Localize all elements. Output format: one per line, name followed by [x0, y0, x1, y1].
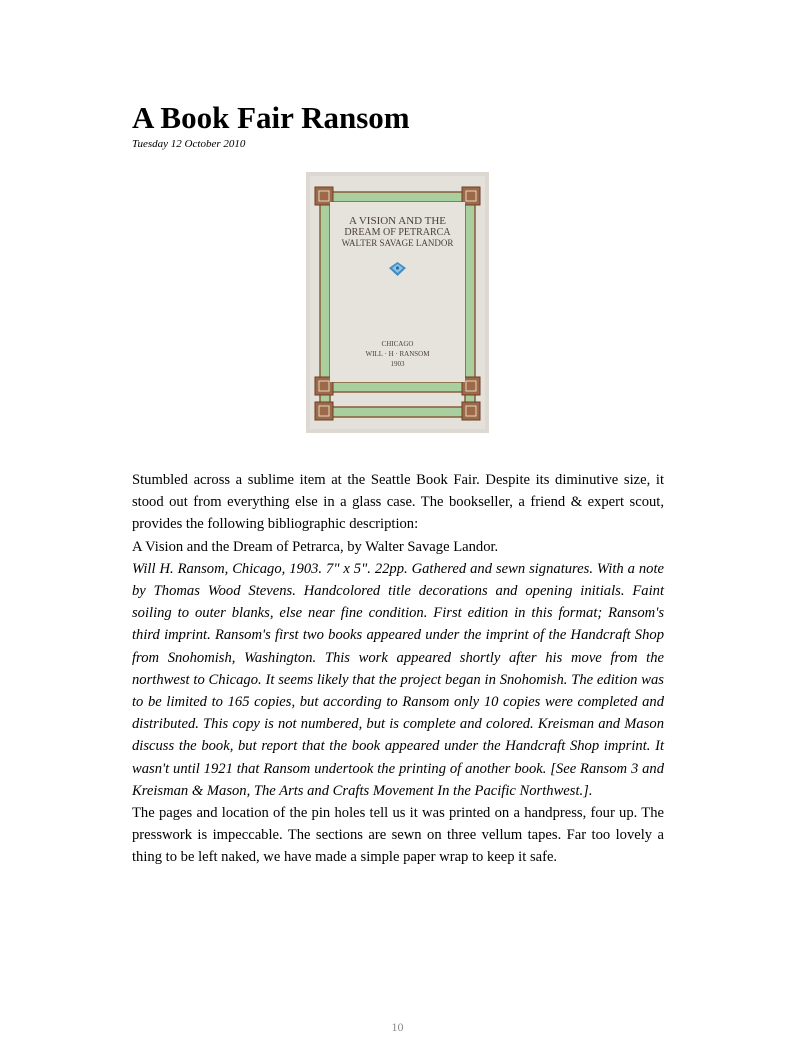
article-body — [132, 469, 664, 869]
book-title-line: A Vision and the Dream of Petrarca, by Walter Savage Landor. — [132, 538, 499, 555]
article-title: A Book Fair Ransom — [132, 100, 410, 135]
page-number: 10 — [391, 1020, 404, 1034]
cover-title-line-2: DREAM OF PETRARCA — [344, 227, 451, 238]
cover-title-line-1: A VISION AND THE — [348, 215, 447, 227]
bibliographic-description: Will H. Ransom, Chicago, 1903. 7" x 5". 22pp. Gathered and sewn signatures. With a note by Thomas Wood Stevens. Handcolored title decorations and opening initials. Faint soiling to outer blanks, else near fine condition. First edition in this format; Ransom's third imprint. Ransom's first two books appeared under the imprint of the Handcraft Shop from Snohomish, Washington. This work appeared shortly after his move from the northwest to Chicago. It seems likely that the project began in Snohomish. The edition was to be limited to 165 copies, but according to Ransom only 10 copies were completed and distributed. This copy is not numbered, but is complete and colored. Kreisman and Mason discuss the book, but report that the book appeared under the Handcraft Shop imprint. It wasn't until 1921 that Ransom undertook the printing of another book. [See Ransom 3 and Kreisman & Mason, The Arts and Crafts Movement In the Pacific Northwest.]. — [132, 560, 664, 799]
book-cover-photo — [306, 172, 489, 433]
cover-imprint-year: 1903 — [390, 360, 405, 368]
intro-paragraph: Stumbled across a sublime item at the Seattle Book Fair. Despite its diminutive size, it stood out from everything else in a glass case. The bookseller, a friend & expert scout, provides the following bibliographic description: — [132, 472, 664, 533]
cover-imprint-publisher: WILL · H · RANSOM — [365, 350, 430, 358]
closing-paragraph: The pages and location of the pin holes tell us it was printed on a handpress, four up. The presswork is impeccable. The sections are sewn on three vellum tapes. Far too lovely a thing to be left naked, we have made a simple paper wrap to keep it safe. — [132, 805, 664, 866]
article-date: Tuesday 12 October 2010 — [132, 138, 246, 150]
cover-imprint-city: CHICAGO — [381, 340, 414, 348]
cover-title-line-3: WALTER SAVAGE LANDOR — [341, 238, 454, 248]
